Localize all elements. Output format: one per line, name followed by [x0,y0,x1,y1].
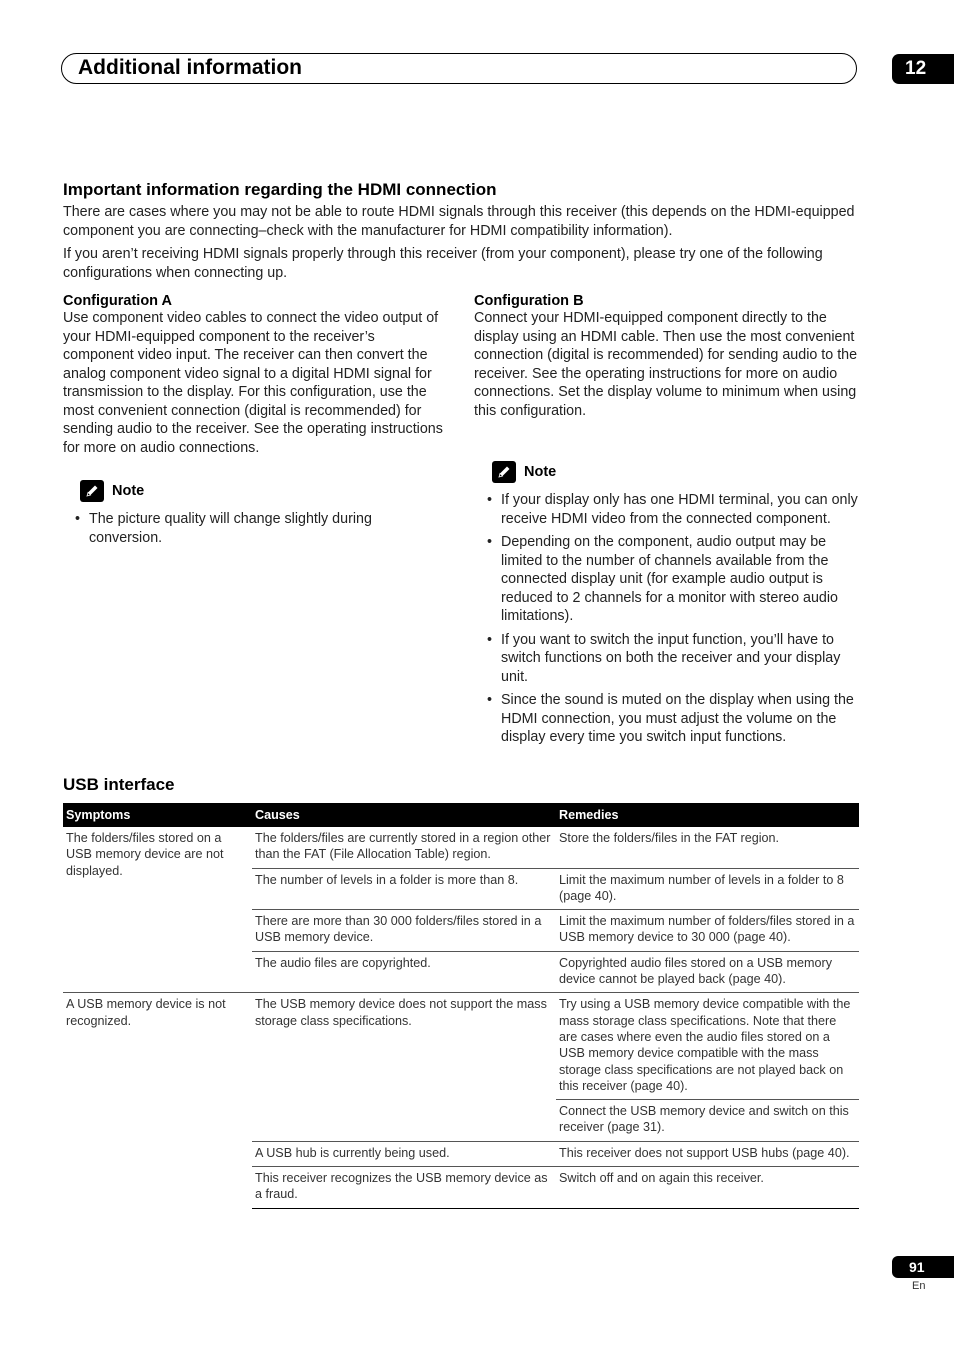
config-b-note-list [486,491,860,752]
table-row [63,827,859,868]
hdmi-intro-paragraph: There are cases where you may not be able to route HDMI signals through this receiver (this depends on the HDMI-equipped component you are connecting–check with the manufacturer for HDMI compatibility information). [63,204,855,239]
symptom-cell: The folders/files stored on a USB memory device are not displayed. [66,831,224,878]
pencil-note-icon [492,461,516,483]
hdmi-section-title: Important information regarding the HDMI connection [63,180,497,199]
config-b-text: Connect your HDMI-equipped component directly to the display using an HDMI cable. Then use the most convenient connection (digital is recommended) for sending audio to the receiver. See the operating instructions for more on audio connections. Set the display volume to minimum when using this configuration. [474,310,858,419]
language-code: En [912,1280,926,1292]
chapter-number: 12 [892,54,954,84]
symptom-cell: A USB memory device is not recognized. [63,993,252,1208]
usb-section-title: USB interface [63,775,175,794]
cause-cell: The USB memory device does not support the mass storage class specifications. [252,993,556,1141]
hdmi-instructions-paragraph: If you aren’t receiving HDMI signals properly through this receiver (from your component), please try one of the following configurations when connecting up. [63,246,823,281]
config-a-note-heading [80,480,144,502]
cause-cell: A USB hub is currently being used. [252,1141,556,1166]
cause-cell: There are more than 30 000 folders/files stored in a USB memory device. [252,910,556,952]
remedy-cell: Connect the USB memory device and switch on this receiver (page 31). [556,1100,859,1142]
remedy-cell: Copyrighted audio files stored on a USB memory device cannot be played back (page 40). [556,951,859,993]
table-header-row [63,803,859,827]
cause-cell: This receiver recognizes the USB memory device as a fraud. [252,1167,556,1209]
page-number: 91 [892,1256,954,1278]
table-row [63,993,859,1100]
usb-troubleshooting-table [63,803,859,1209]
config-b-title: Configuration B [474,293,584,309]
pencil-note-icon [80,480,104,502]
config-a-note-list [74,510,414,552]
header-symptoms: Symptoms [63,803,252,827]
page-title: Additional information [78,56,302,79]
config-b-note-heading [492,461,556,483]
header-causes: Causes [252,803,556,827]
remedy-cell: Limit the maximum number of levels in a folder to 8 (page 40). [556,868,859,910]
remedy-cell: Limit the maximum number of folders/files stored in a USB memory device to 30 000 (page 40). [556,910,859,952]
list-item: • The picture quality will change slightly during conversion. [74,510,414,547]
remedy-cell: This receiver does not support USB hubs (page 40). [556,1141,859,1166]
config-a-text: Use component video cables to connect the video output of your HDMI-equipped component to the receiver’s component video input. The receiver can then convert the analog component video signal to a digital HDMI signal for transmission to the display. For this configuration, use the most convenient connection (digital is recommended) for sending audio to the receiver. See the operating instructions for more on audio connections. [63,310,443,456]
remedy-cell: Try using a USB memory device compatible with the mass storage class specifications. Note that there are cases where even the audio files stored on a USB memory device compatible with the mass storage class specifications are not played back on this receiver (page 40). [556,993,859,1100]
note-label: Note [112,483,145,499]
remedy-cell: Store the folders/files in the FAT region. [559,831,780,845]
header-remedies: Remedies [556,803,859,827]
config-a-title: Configuration A [63,293,172,309]
cause-cell: The number of levels in a folder is more than 8. [252,868,556,910]
note-label: Note [524,464,557,480]
list-item: • Depending on the component, audio output may be limited to the number of channels available from the connected display unit (for example audio output is reduced to 2 channels for a monitor with stereo audio limitations). [486,533,860,626]
cause-cell: The audio files are copyrighted. [252,951,556,993]
list-item: • Since the sound is muted on the display when using the HDMI connection, you must adjust the volume on the display every time you switch input functions. [486,691,860,747]
list-item: • If you want to switch the input function, you’ll have to switch functions on both the receiver and your display unit. [486,631,860,687]
cause-cell: The folders/files are currently stored in a region other than the FAT (File Allocation Table) region. [255,831,551,862]
remedy-cell: Switch off and on again this receiver. [556,1167,859,1209]
list-item: • If your display only has one HDMI terminal, you can only receive HDMI video from the connected component. [486,491,860,528]
